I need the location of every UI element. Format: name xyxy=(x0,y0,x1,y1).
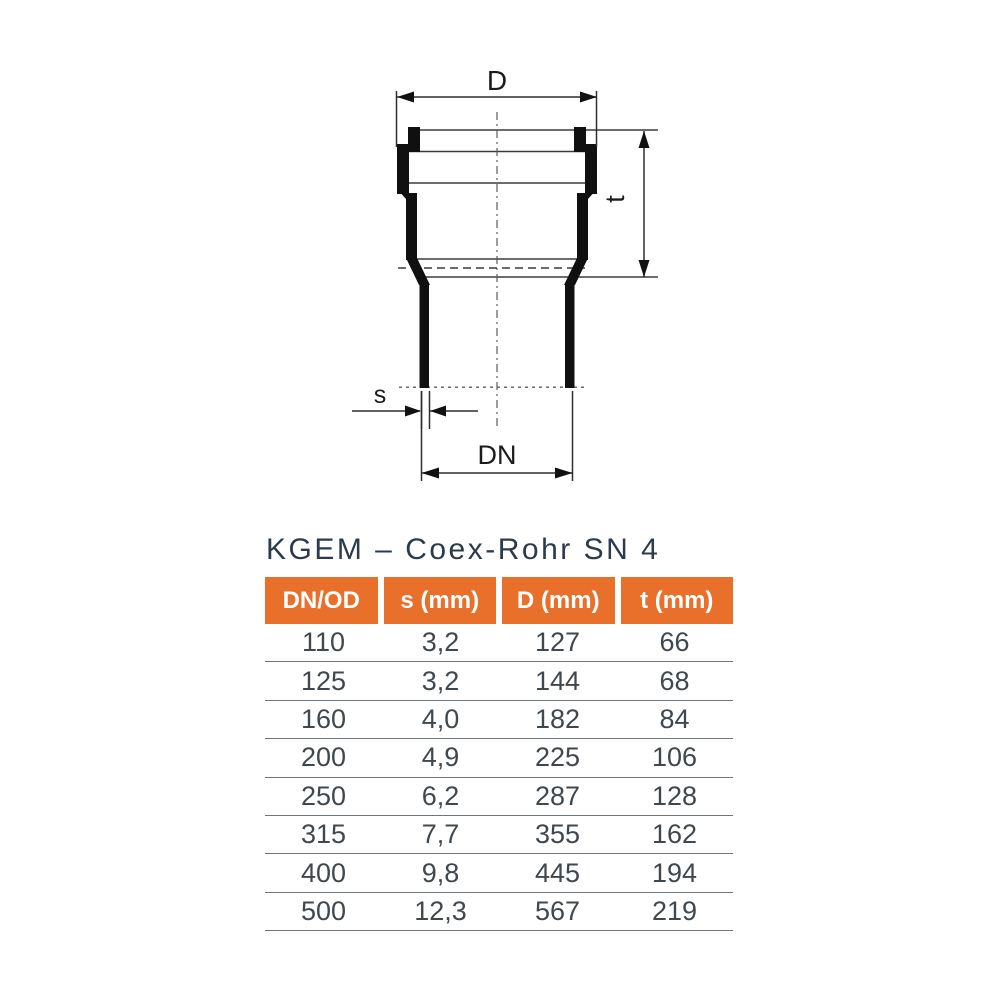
dimension-s xyxy=(352,391,478,429)
right-gasket-bulge xyxy=(585,144,597,194)
table-cell: 125 xyxy=(300,665,347,696)
pipe-dimension-diagram xyxy=(330,55,690,505)
left-pipe-wall xyxy=(420,283,430,388)
table-cell: 315 xyxy=(300,819,347,850)
table-cell: 4,0 xyxy=(421,703,460,734)
table-cell: 12,3 xyxy=(414,895,467,926)
dn-arrow-right xyxy=(555,468,573,479)
table-cell: 567 xyxy=(534,895,581,926)
table-cell: 287 xyxy=(534,780,581,811)
table-cell: 162 xyxy=(651,819,698,850)
table-cell: 160 xyxy=(300,703,347,734)
s-arrow-left xyxy=(405,406,421,417)
t-arrow-bottom xyxy=(639,260,650,277)
table-cell: 110 xyxy=(301,627,346,658)
table-cell: 128 xyxy=(651,780,698,811)
d-arrow-left xyxy=(397,92,414,103)
column-header-t: t (mm) xyxy=(621,577,734,624)
table-row xyxy=(265,739,733,777)
column-header-d: D (mm) xyxy=(502,577,615,624)
table-row xyxy=(265,816,733,854)
table-row xyxy=(265,893,733,931)
right-pipe-wall xyxy=(565,283,575,388)
label-dn: DN xyxy=(477,440,517,470)
table-cell: 219 xyxy=(651,895,698,926)
left-gasket-bulge xyxy=(397,144,409,194)
left-taper xyxy=(406,258,430,285)
table-row xyxy=(265,701,733,739)
right-socket-wall xyxy=(577,193,588,260)
table-cell: 66 xyxy=(659,627,690,658)
table-cell: 127 xyxy=(534,627,581,658)
label-d: D xyxy=(486,65,508,96)
table-cell: 68 xyxy=(659,665,690,696)
table-cell: 445 xyxy=(534,857,581,888)
table-cell: 6,2 xyxy=(421,780,460,811)
table-body xyxy=(265,624,733,931)
dimension-t xyxy=(639,131,650,277)
table-cell: 355 xyxy=(534,819,581,850)
table-cell: 4,9 xyxy=(421,742,460,773)
table-cell: 7,7 xyxy=(421,819,460,850)
table-row xyxy=(265,778,733,816)
table-row xyxy=(265,662,733,700)
column-header-s: s (mm) xyxy=(384,577,497,624)
table-cell: 200 xyxy=(300,742,347,773)
table-cell: 144 xyxy=(534,665,581,696)
table-cell: 3,2 xyxy=(421,665,460,696)
table-cell: 9,8 xyxy=(421,857,460,888)
table-row xyxy=(265,624,733,662)
label-t: t xyxy=(600,195,630,203)
table-cell: 106 xyxy=(651,742,698,773)
d-arrow-right xyxy=(580,92,597,103)
column-header-dn-od: DN/OD xyxy=(265,577,378,624)
table-row xyxy=(265,854,733,892)
s-arrow-right xyxy=(430,406,446,417)
table-cell: 500 xyxy=(300,895,347,926)
table-cell: 250 xyxy=(300,780,347,811)
spec-table xyxy=(265,577,733,931)
table-cell: 182 xyxy=(534,703,581,734)
table-cell: 225 xyxy=(534,742,581,773)
dn-arrow-left xyxy=(422,468,440,479)
label-s: s xyxy=(373,381,387,409)
right-rim-wall xyxy=(574,127,586,152)
table-cell: 400 xyxy=(300,857,347,888)
left-rim-wall xyxy=(408,127,420,152)
construction-lines xyxy=(398,130,658,387)
right-taper xyxy=(564,258,588,285)
t-arrow-top xyxy=(639,131,650,148)
table-cell: 84 xyxy=(659,703,690,734)
product-title: KGEM – Coex-Rohr SN 4 xyxy=(266,533,661,566)
table-cell: 194 xyxy=(651,857,698,888)
table-header-row xyxy=(265,577,733,624)
table-cell: 3,2 xyxy=(421,627,460,658)
left-socket-wall xyxy=(406,193,417,260)
